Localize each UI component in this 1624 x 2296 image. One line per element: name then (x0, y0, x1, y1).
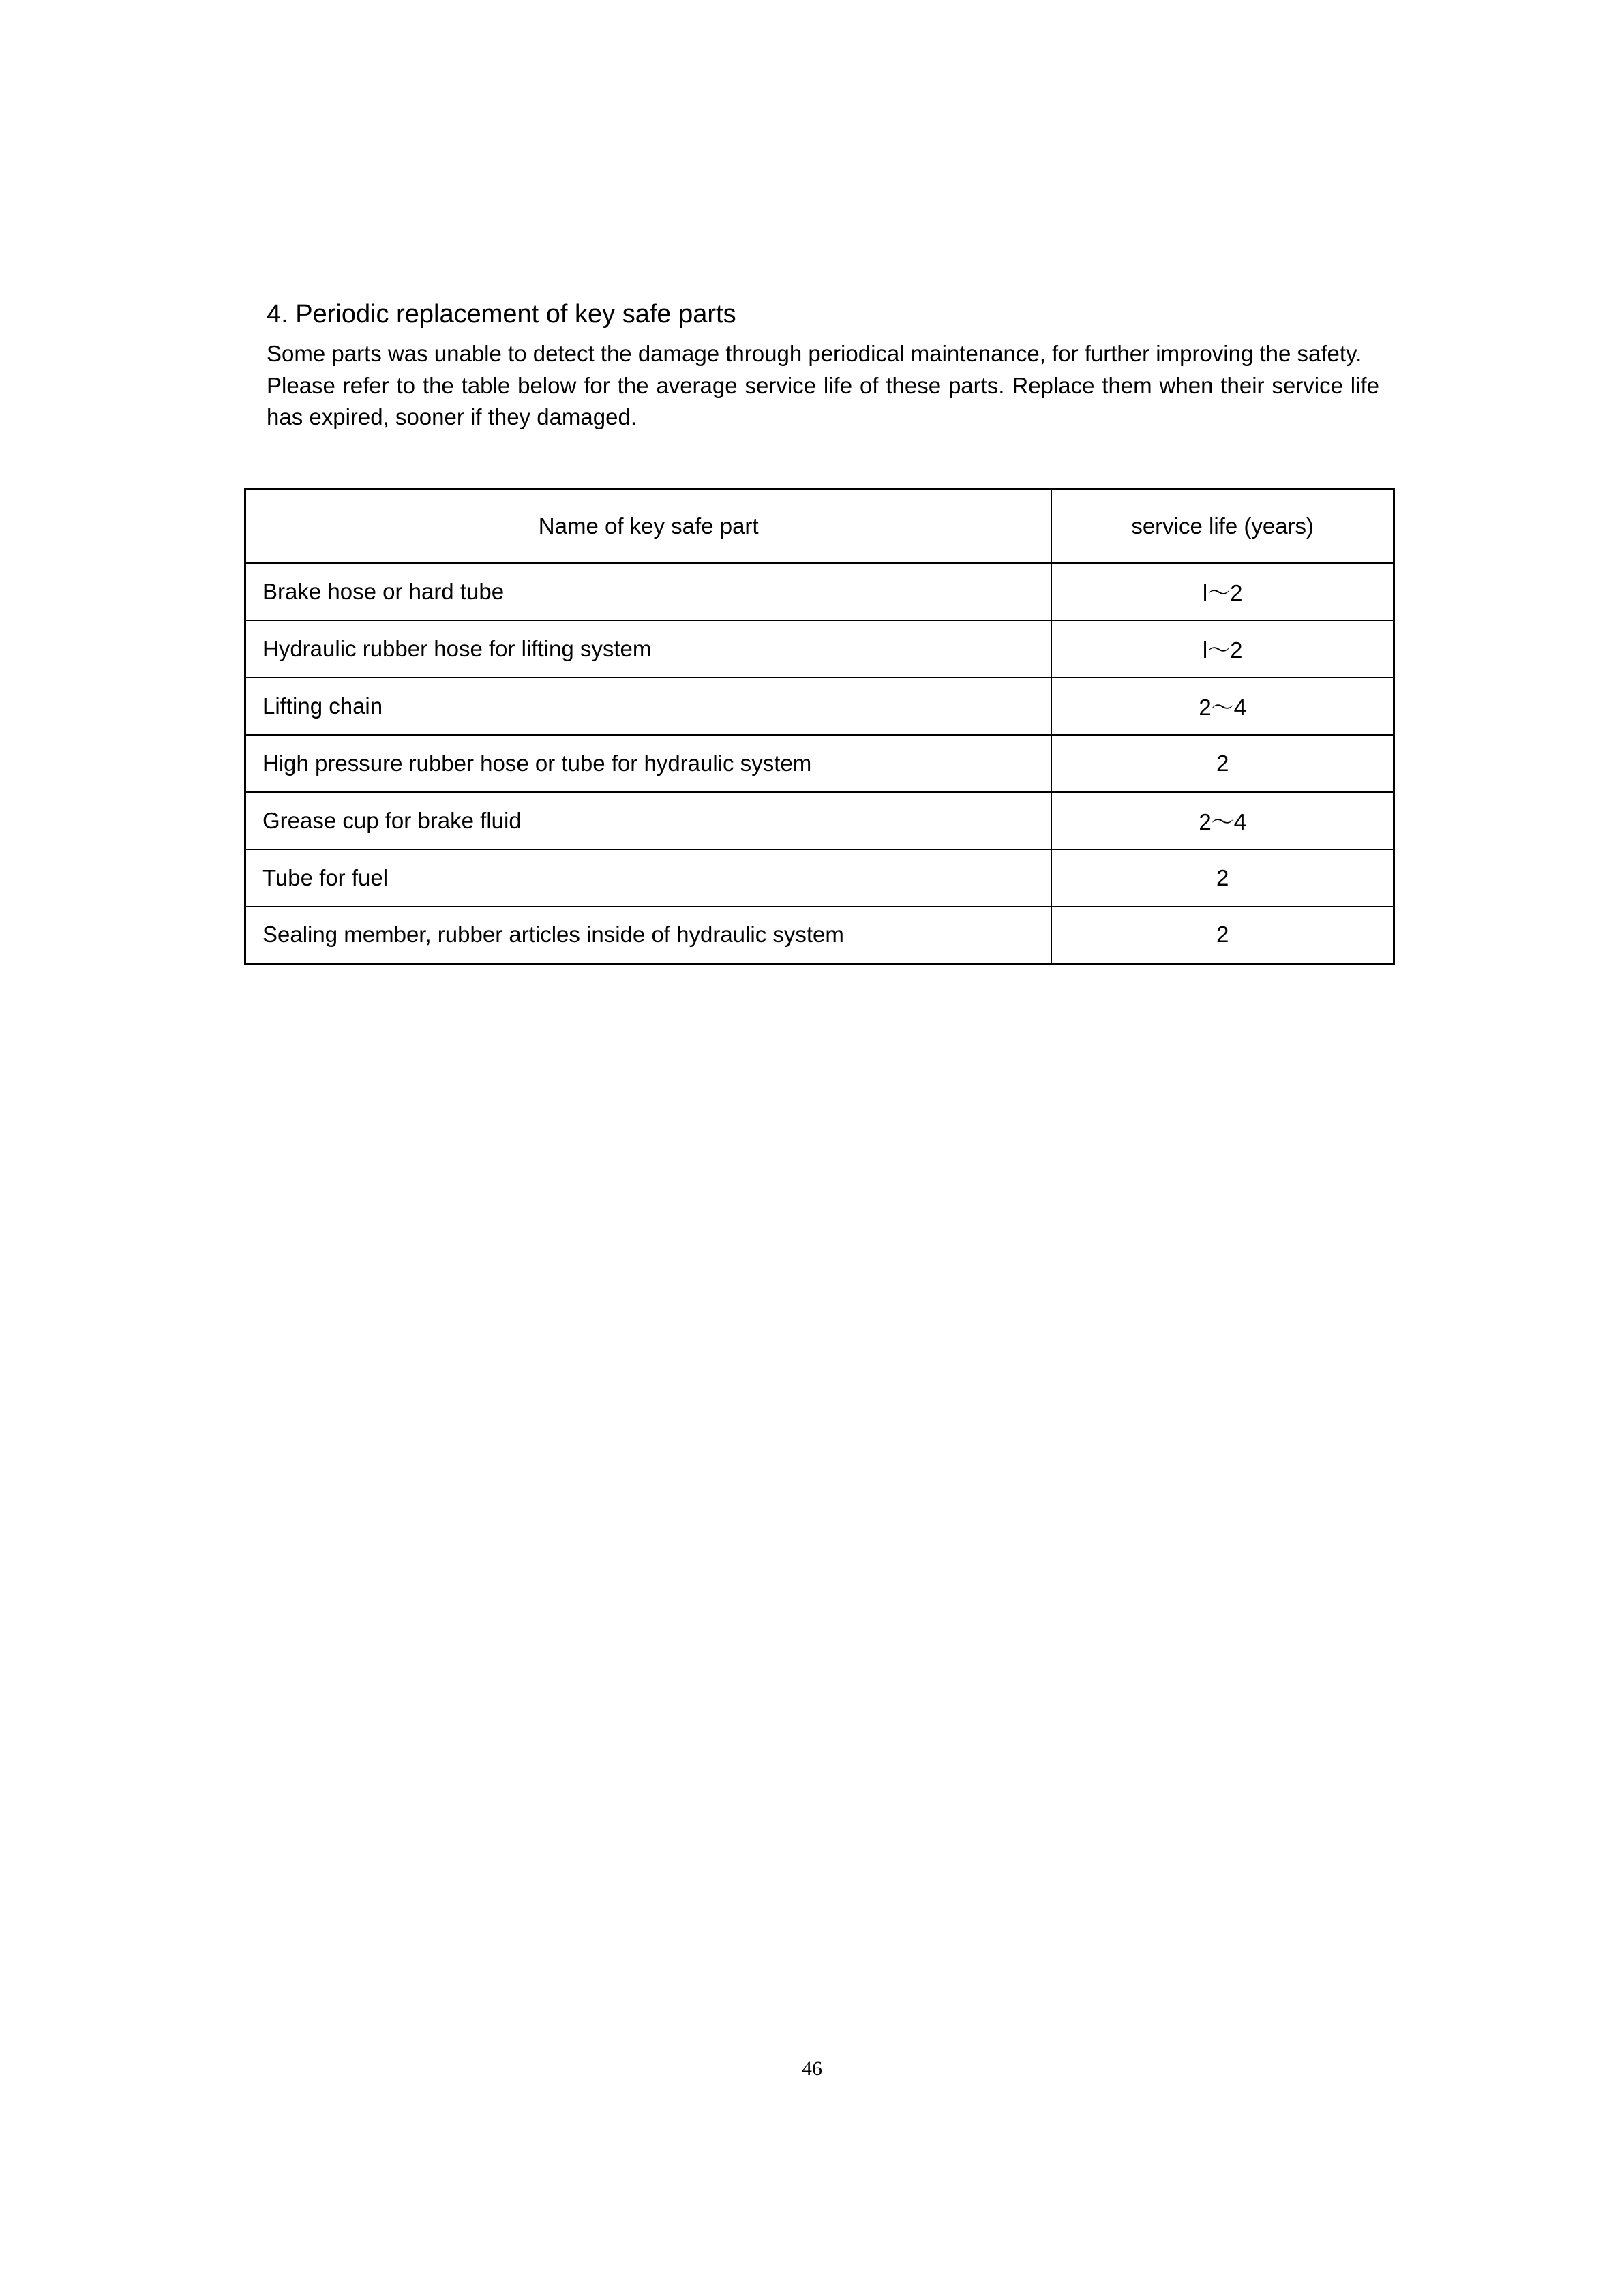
table-header-row (245, 489, 1394, 563)
table-header (245, 489, 1394, 563)
cell-part-name: Tube for fuel (245, 849, 1052, 907)
safe-parts-table-container (244, 488, 1395, 965)
cell-service-life: 2 (1051, 907, 1394, 964)
table-row (245, 907, 1394, 964)
cell-part-name: Brake hose or hard tube (245, 563, 1052, 620)
cell-service-life: 2 (1051, 849, 1394, 907)
cell-service-life: 2 (1051, 735, 1394, 792)
page-number: 46 (802, 2057, 822, 2080)
cell-service-life: l～2 (1051, 563, 1394, 620)
header-cell-part-name: Name of key safe part (245, 489, 1052, 563)
header-cell-service-life: service life (years) (1051, 489, 1394, 563)
cell-service-life: 2～4 (1051, 792, 1394, 849)
cell-service-life: l～2 (1051, 620, 1394, 678)
cell-part-name: Hydraulic rubber hose for lifting system (245, 620, 1052, 678)
table-row (245, 678, 1394, 735)
cell-part-name: High pressure rubber hose or tube for hydraulic system (245, 735, 1052, 792)
table-row (245, 849, 1394, 907)
cell-part-name: Lifting chain (245, 678, 1052, 735)
table-row (245, 563, 1394, 620)
table-body (245, 563, 1394, 964)
cell-service-life: 2～4 (1051, 678, 1394, 735)
cell-part-name: Grease cup for brake fluid (245, 792, 1052, 849)
table-row (245, 620, 1394, 678)
table-row (245, 792, 1394, 849)
cell-part-name: Sealing member, rubber articles inside of hydraulic system (245, 907, 1052, 964)
safe-parts-table (244, 488, 1395, 965)
section-content (267, 299, 1379, 432)
paragraph-safety-intro: Some parts was unable to detect the damage through periodical maintenance, for further improving the safety. (267, 340, 1362, 366)
paragraph-table-reference: Please refer to the table below for the average service life of these parts. Replace them when their service life has expired, sooner if they damaged. (267, 373, 1379, 429)
section-heading: 4. Periodic replacement of key safe parts (267, 300, 736, 329)
table-row (245, 735, 1394, 792)
